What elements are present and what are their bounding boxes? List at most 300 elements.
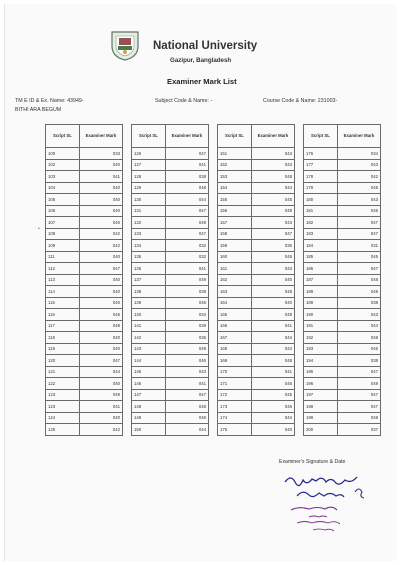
course-label: Course Code & Name: [263, 98, 317, 104]
university-logo-icon [108, 28, 142, 62]
script-sl-cell: 134 [132, 240, 166, 252]
university-name: National University [153, 40, 258, 52]
table-row [304, 182, 381, 194]
script-sl-cell: 136 [132, 263, 166, 275]
examiner-mark-cell: 048 [251, 171, 294, 183]
script-sl-cell: 167 [218, 332, 252, 344]
script-sl-cell: 181 [304, 205, 338, 217]
script-sl-cell: 188 [304, 286, 338, 298]
script-sl-cell: 103 [46, 171, 80, 183]
examiner-mark-cell: 048 [251, 309, 294, 321]
mark-table [45, 124, 123, 436]
examiner-mark-cell: 046 [165, 412, 208, 424]
table-row [218, 251, 295, 263]
script-sl-cell: 184 [304, 240, 338, 252]
examiner-mark-cell: 041 [165, 263, 208, 275]
script-sl-cell: 154 [218, 182, 252, 194]
examiner-mark-cell: 037 [337, 424, 380, 436]
table-row [218, 171, 295, 183]
script-sl-cell: 126 [132, 148, 166, 160]
script-sl-cell: 163 [218, 286, 252, 298]
table-row [132, 297, 209, 309]
script-sl-cell: 144 [132, 355, 166, 367]
table-row [132, 217, 209, 229]
script-sl-cell: 187 [304, 274, 338, 286]
table-row [132, 378, 209, 390]
table-row [132, 148, 209, 160]
table-row [304, 309, 381, 321]
mark-table [303, 124, 381, 436]
examiner-mark-cell: 038 [165, 320, 208, 332]
script-sl-cell: 166 [218, 320, 252, 332]
table-row [304, 228, 381, 240]
examiner-mark-cell: 040 [251, 297, 294, 309]
table-row [46, 228, 123, 240]
examiner-mark-cell: 048 [251, 355, 294, 367]
script-sl-cell: 182 [304, 217, 338, 229]
table-row [218, 148, 295, 160]
table-row [304, 194, 381, 206]
examiner-mark-cell: 048 [165, 182, 208, 194]
table-row [304, 263, 381, 275]
table-row [218, 424, 295, 436]
table-row [46, 366, 123, 378]
examiner-mark-cell: 040 [79, 194, 122, 206]
table-row [304, 401, 381, 413]
table-row [132, 355, 209, 367]
table-row [218, 401, 295, 413]
table-row [218, 286, 295, 298]
examiner-mark-cell: 040 [79, 274, 122, 286]
examiner-mark-cell: 040 [79, 297, 122, 309]
script-sl-cell: 142 [132, 332, 166, 344]
script-sl-cell: 170 [218, 366, 252, 378]
table-row [132, 251, 209, 263]
script-sl-cell: 141 [132, 320, 166, 332]
script-sl-cell: 132 [132, 217, 166, 229]
examiner-mark-cell: 048 [251, 205, 294, 217]
script-sl-cell: 133 [132, 228, 166, 240]
script-sl-cell: 179 [304, 182, 338, 194]
script-sl-cell: 157 [218, 217, 252, 229]
examiner-mark-cell: 044 [165, 194, 208, 206]
examiner-mark-cell: 043 [251, 217, 294, 229]
table-row [132, 159, 209, 171]
table-row [132, 332, 209, 344]
examiner-mark-cell: 046 [165, 297, 208, 309]
examiner-mark-cell: 047 [165, 228, 208, 240]
examiner-mark-cell: 045 [337, 251, 380, 263]
script-sl-cell: 127 [132, 159, 166, 171]
table-row [46, 148, 123, 160]
script-sl-cell: 120 [46, 355, 80, 367]
script-sl-cell: 113 [46, 274, 80, 286]
examiner-mark-cell: 049 [165, 274, 208, 286]
examiner-mark-cell: 041 [79, 171, 122, 183]
table-row [304, 240, 381, 252]
column-header-script-sl: Script SL [304, 125, 338, 148]
examiner-mark-cell: 034 [165, 309, 208, 321]
examiner-mark-cell: 047 [251, 228, 294, 240]
table-row [46, 320, 123, 332]
examiner-mark-cell: 040 [79, 205, 122, 217]
script-sl-cell: 114 [46, 286, 80, 298]
script-sl-cell: 118 [46, 332, 80, 344]
signature-and-stamp [277, 470, 387, 545]
script-sl-cell: 191 [304, 320, 338, 332]
table-row [46, 171, 123, 183]
script-sl-cell: 190 [304, 309, 338, 321]
column-header-examiner-mark: Examiner Mark [337, 125, 380, 148]
table-row [132, 171, 209, 183]
column-header-examiner-mark: Examiner Mark [79, 125, 122, 148]
script-sl-cell: 176 [304, 148, 338, 160]
examiner-mark-cell: 043 [251, 159, 294, 171]
examiner-mark-cell: 043 [337, 309, 380, 321]
script-sl-cell: 150 [132, 424, 166, 436]
script-sl-cell: 151 [218, 148, 252, 160]
examiner-mark-cell: 040 [79, 343, 122, 355]
table-row [132, 205, 209, 217]
script-sl-cell: 165 [218, 309, 252, 321]
examiner-mark-cell: 032 [165, 251, 208, 263]
table-row [218, 378, 295, 390]
script-sl-cell: 100 [46, 148, 80, 160]
script-sl-cell: 156 [218, 205, 252, 217]
table-row [218, 182, 295, 194]
script-sl-cell: 111 [46, 251, 80, 263]
examiner-mark-cell: 047 [337, 263, 380, 275]
script-sl-cell: 140 [132, 309, 166, 321]
examiner-mark-cell: 047 [165, 148, 208, 160]
script-sl-cell: 186 [304, 263, 338, 275]
script-sl-cell: 148 [132, 401, 166, 413]
examiner-mark-cell: 043 [337, 194, 380, 206]
table-row [132, 389, 209, 401]
examiner-mark-cell: 041 [251, 366, 294, 378]
script-sl-cell: 195 [304, 366, 338, 378]
examiner-mark-cell: 040 [79, 332, 122, 344]
script-sl-cell: 171 [218, 378, 252, 390]
examiner-mark-cell: 048 [337, 412, 380, 424]
table-row [304, 286, 381, 298]
table-row [304, 424, 381, 436]
examiner-mark-cell: 042 [79, 240, 122, 252]
examiner-mark-cell: 040 [79, 286, 122, 298]
document-title: Examiner Mark List [167, 77, 237, 86]
examiner-mark-cell: 044 [165, 424, 208, 436]
script-sl-cell: 135 [132, 251, 166, 263]
column-header-script-sl: Script SL [46, 125, 80, 148]
script-sl-cell: 131 [132, 205, 166, 217]
script-sl-cell: 106 [46, 205, 80, 217]
examiner-mark-cell: 045 [251, 194, 294, 206]
examiner-mark-cell: 036 [251, 240, 294, 252]
script-sl-cell: 155 [218, 194, 252, 206]
script-sl-cell: 158 [218, 228, 252, 240]
tm-id-line [15, 98, 84, 104]
script-sl-cell: 129 [132, 182, 166, 194]
table-row [46, 194, 123, 206]
table-row [304, 297, 381, 309]
script-sl-cell: 128 [132, 171, 166, 183]
examiner-mark-cell: 048 [337, 274, 380, 286]
course-value: 231003- [317, 98, 338, 104]
table-row [46, 412, 123, 424]
table-row [304, 355, 381, 367]
examiner-mark-cell: 047 [337, 228, 380, 240]
script-sl-cell: 149 [132, 412, 166, 424]
document-page [4, 4, 397, 561]
examiner-mark-cell: 034 [337, 148, 380, 160]
table-row [46, 251, 123, 263]
script-sl-cell: 175 [218, 424, 252, 436]
table-row [46, 274, 123, 286]
table-row [218, 309, 295, 321]
script-sl-cell: 119 [46, 343, 80, 355]
column-header-script-sl: Script SL [218, 125, 252, 148]
table-row [218, 332, 295, 344]
table-row [46, 205, 123, 217]
script-sl-cell: 178 [304, 171, 338, 183]
examiner-mark-cell: 038 [337, 297, 380, 309]
script-sl-cell: 198 [304, 401, 338, 413]
script-sl-cell: 122 [46, 378, 80, 390]
script-sl-cell: 125 [46, 424, 80, 436]
examiner-mark-cell: 041 [79, 401, 122, 413]
script-sl-cell: 174 [218, 412, 252, 424]
table-row [218, 389, 295, 401]
examiner-mark-cell: 049 [337, 378, 380, 390]
examiner-mark-cell: 048 [79, 320, 122, 332]
examiner-mark-cell: 040 [251, 424, 294, 436]
examiner-mark-cell: 043 [165, 366, 208, 378]
script-sl-cell: 152 [218, 159, 252, 171]
table-row [218, 355, 295, 367]
examiner-mark-cell: 046 [165, 355, 208, 367]
table-row [304, 366, 381, 378]
table-row [132, 424, 209, 436]
examiner-mark-cell: 032 [165, 240, 208, 252]
script-sl-cell: 143 [132, 343, 166, 355]
examiner-mark-cell: 049 [337, 286, 380, 298]
script-sl-cell: 169 [218, 355, 252, 367]
script-sl-cell: 199 [304, 412, 338, 424]
examiner-mark-cell: 044 [251, 343, 294, 355]
table-row [304, 171, 381, 183]
examiner-mark-cell: 040 [251, 274, 294, 286]
script-sl-cell: 112 [46, 263, 80, 275]
table-row [304, 378, 381, 390]
examiner-mark-cell: 045 [337, 182, 380, 194]
script-sl-cell: 159 [218, 240, 252, 252]
script-sl-cell: 153 [218, 171, 252, 183]
examiner-mark-cell: 041 [165, 159, 208, 171]
script-sl-cell: 168 [218, 343, 252, 355]
table-row [46, 389, 123, 401]
examiner-mark-cell: 044 [251, 412, 294, 424]
table-row [46, 240, 123, 252]
examiner-mark-cell: 044 [251, 332, 294, 344]
script-sl-cell: 130 [132, 194, 166, 206]
table-row [46, 297, 123, 309]
column-header-script-sl: Script SL [132, 125, 166, 148]
script-sl-cell: 124 [46, 412, 80, 424]
examiner-mark-cell: 046 [251, 378, 294, 390]
table-row [46, 217, 123, 229]
script-sl-cell: 180 [304, 194, 338, 206]
examiner-mark-cell: 048 [337, 332, 380, 344]
examiner-mark-cell: 038 [337, 355, 380, 367]
table-row [46, 343, 123, 355]
signature-label: Examiner's Signature & Date [279, 459, 346, 465]
examiner-mark-cell: 031 [337, 240, 380, 252]
examiner-name: BITHI ARA BEGUM [15, 107, 62, 113]
table-row [304, 251, 381, 263]
examiner-mark-cell: 043 [337, 159, 380, 171]
examiner-mark-cell: 043 [251, 148, 294, 160]
table-row [218, 263, 295, 275]
script-sl-cell: 116 [46, 309, 80, 321]
table-row [218, 343, 295, 355]
script-sl-cell: 123 [46, 401, 80, 413]
examiner-mark-cell: 033 [79, 148, 122, 160]
examiner-mark-cell: 040 [79, 217, 122, 229]
script-sl-cell: 102 [46, 159, 80, 171]
examiner-mark-cell: 040 [79, 159, 122, 171]
table-row [218, 412, 295, 424]
script-sl-cell: 173 [218, 401, 252, 413]
university-city: Gazipur, Bangladesh [170, 57, 232, 64]
script-sl-cell: 193 [304, 343, 338, 355]
examiner-mark-cell: 038 [165, 171, 208, 183]
examiner-mark-cell: 049 [165, 343, 208, 355]
examiner-mark-cell: 047 [79, 355, 122, 367]
table-row [132, 228, 209, 240]
examiner-mark-cell: 048 [165, 401, 208, 413]
table-row [218, 159, 295, 171]
examiner-mark-cell: 040 [79, 251, 122, 263]
examiner-mark-cell: 040 [79, 378, 122, 390]
table-row [132, 194, 209, 206]
script-sl-cell: 200 [304, 424, 338, 436]
table-row [218, 320, 295, 332]
table-row [304, 412, 381, 424]
table-row [304, 343, 381, 355]
script-sl-cell: 183 [304, 228, 338, 240]
table-row [132, 263, 209, 275]
table-row [304, 217, 381, 229]
script-sl-cell: 137 [132, 274, 166, 286]
table-row [218, 194, 295, 206]
table-row [218, 228, 295, 240]
examiner-mark-cell: 044 [337, 320, 380, 332]
examiner-mark-cell: 042 [337, 171, 380, 183]
examiner-mark-cell: 047 [165, 389, 208, 401]
script-sl-cell: 138 [132, 286, 166, 298]
examiner-mark-cell: 044 [79, 366, 122, 378]
examiner-mark-cell: 048 [251, 286, 294, 298]
script-sl-cell: 161 [218, 263, 252, 275]
table-row [304, 389, 381, 401]
script-sl-cell: 192 [304, 332, 338, 344]
table-row [132, 274, 209, 286]
script-sl-cell: 189 [304, 297, 338, 309]
examiner-mark-cell: 038 [165, 286, 208, 298]
table-row [132, 343, 209, 355]
table-row [46, 286, 123, 298]
table-row [218, 217, 295, 229]
table-row [46, 309, 123, 321]
mark-table [217, 124, 295, 436]
script-sl-cell: 197 [304, 389, 338, 401]
table-row [218, 240, 295, 252]
table-row [46, 159, 123, 171]
table-row [218, 366, 295, 378]
examiner-mark-cell: 045 [79, 309, 122, 321]
table-row [218, 274, 295, 286]
examiner-mark-cell: 046 [251, 251, 294, 263]
script-sl-cell: 162 [218, 274, 252, 286]
tm-id-label: TM E ID & Ex. Name: [15, 98, 66, 104]
examiner-mark-cell: 040 [79, 182, 122, 194]
examiner-mark-cell: 047 [337, 401, 380, 413]
column-header-examiner-mark: Examiner Mark [165, 125, 208, 148]
script-sl-cell: 172 [218, 389, 252, 401]
script-sl-cell: 185 [304, 251, 338, 263]
table-row [304, 205, 381, 217]
course-line [263, 98, 337, 104]
examiner-mark-cell: 047 [337, 217, 380, 229]
table-row [46, 401, 123, 413]
table-row [132, 366, 209, 378]
script-sl-cell: 109 [46, 240, 80, 252]
table-row [46, 424, 123, 436]
table-row [46, 263, 123, 275]
table-row [132, 182, 209, 194]
script-sl-cell: 177 [304, 159, 338, 171]
examiner-mark-cell: 041 [165, 378, 208, 390]
examiner-mark-cell: 046 [337, 205, 380, 217]
table-row [304, 159, 381, 171]
script-sl-cell: 115 [46, 297, 80, 309]
examiner-mark-cell: 042 [79, 424, 122, 436]
examiner-mark-cell: 040 [79, 412, 122, 424]
examiner-mark-cell: 047 [337, 389, 380, 401]
examiner-mark-cell: 044 [251, 182, 294, 194]
examiner-mark-cell: 042 [79, 228, 122, 240]
table-row [132, 286, 209, 298]
table-row [132, 240, 209, 252]
script-sl-cell: 139 [132, 297, 166, 309]
examiner-mark-cell: 045 [251, 389, 294, 401]
script-sl-cell: 160 [218, 251, 252, 263]
script-sl-cell: 196 [304, 378, 338, 390]
examiner-mark-cell: 035 [165, 332, 208, 344]
table-row [132, 412, 209, 424]
subject-line: Subject Code & Name: - [155, 98, 213, 104]
script-sl-cell: 146 [132, 378, 166, 390]
table-row [304, 274, 381, 286]
examiner-mark-cell: 049 [165, 217, 208, 229]
script-sl-cell: 108 [46, 228, 80, 240]
script-sl-cell: 104 [46, 182, 80, 194]
mark-table-grid [45, 124, 381, 435]
table-row [218, 297, 295, 309]
table-row [304, 320, 381, 332]
script-sl-cell: 147 [132, 389, 166, 401]
examiner-mark-cell: 047 [337, 366, 380, 378]
